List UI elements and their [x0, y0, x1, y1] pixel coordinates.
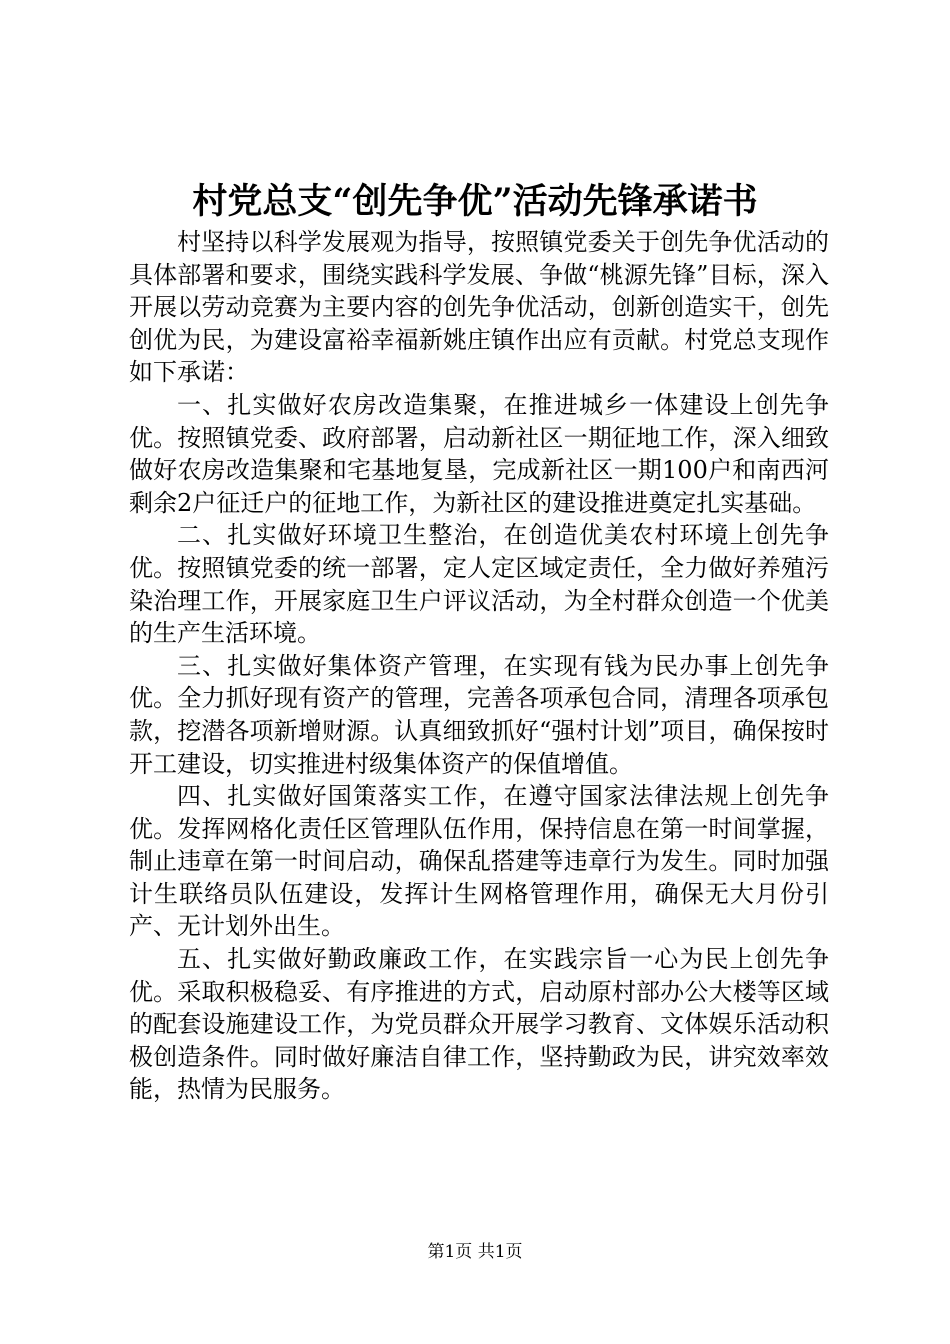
paragraph-item-4: 四、扎实做好国策落实工作，在遵守国家法律法规上创先争优。发挥网格化责任区管理队伍作用，保持信息在第一时间掌握，制止违章在第一时间启动，确保乱搭建等违章行为发生。同时加强计生联络员队伍建设，发挥计生网格管理作用，确保无大月份引产、无计划外出生。 — [129, 782, 829, 941]
paragraph-intro: 村坚持以科学发展观为指导，按照镇党委关于创先争优活动的具体部署和要求，围绕实践科学发展、争做“桃源先锋”目标，深入开展以劳动竞赛为主要内容的创先争优活动，创新创造实干，创先创优为民，为建设富裕幸福新姚庄镇作出应有贡献。村党总支现作如下承诺： — [129, 228, 829, 387]
paragraph-item-2: 二、扎实做好环境卫生整治，在创造优美农村环境上创先争优。按照镇党委的统一部署，定人定区域定责任，全力做好养殖污染治理工作，开展家庭卫生户评议活动，为全村群众创造一个优美的生产生活环境。 — [129, 521, 829, 648]
paragraph-item-1: 一、扎实做好农房改造集聚，在推进城乡一体建设上创先争优。按照镇党委、政府部署，启动新社区一期征地工作，深入细致做好农房改造集聚和宅基地复垦，完成新社区一期100户和南西河剩余2户征迁户的征地工作，为新社区的建设推进奠定扎实基础。 — [129, 390, 829, 517]
page-footer: 第1页 共1页 — [427, 1242, 523, 1262]
paragraph-item-3: 三、扎实做好集体资产管理，在实现有钱为民办事上创先争优。全力抓好现有资产的管理，完善各项承包合同，清理各项承包款，挖潜各项新增财源。认真细致抓好“强村计划”项目，确保按时开工建设，切实推进村级集体资产的保值增值。 — [129, 651, 829, 778]
paragraph-item-5: 五、扎实做好勤政廉政工作，在实践宗旨一心为民上创先争优。采取积极稳妥、有序推进的方式，启动原村部办公大楼等区域的配套设施建设工作，为党员群众开展学习教育、文体娱乐活动积极创造条件。同时做好廉洁自律工作，坚持勤政为民，讲究效率效能，热情为民服务。 — [129, 945, 829, 1104]
document-body — [129, 226, 829, 1106]
document-title: 村党总支“创先争优”活动先锋承诺书 — [192, 181, 758, 222]
